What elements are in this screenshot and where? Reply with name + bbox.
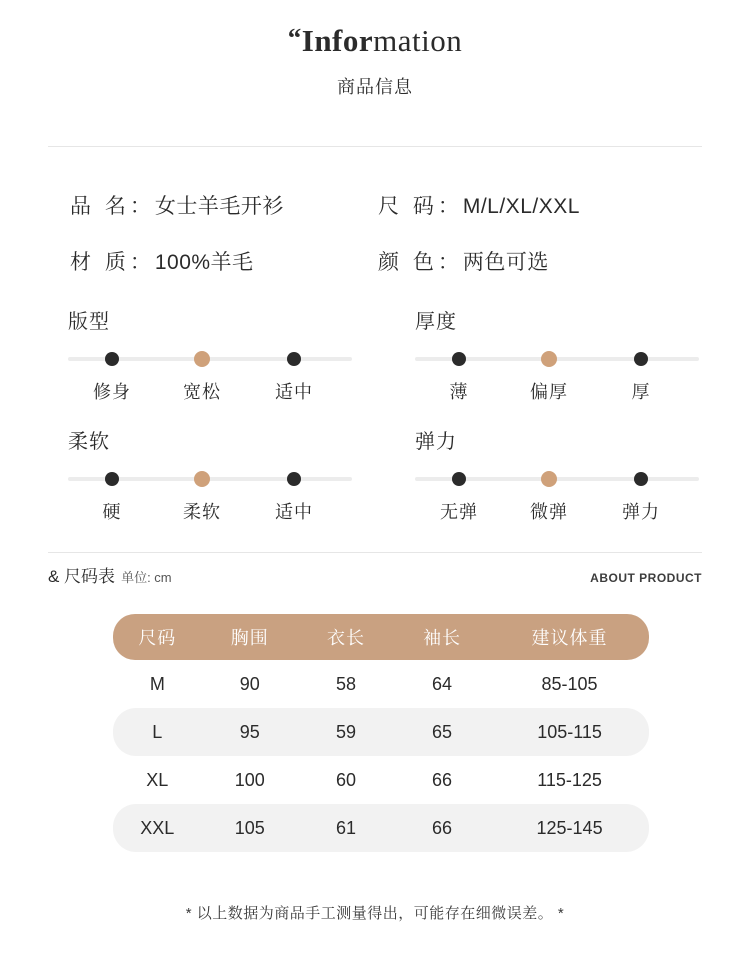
slider-option-label: 宽松: [183, 382, 221, 402]
cell-sleeve: 64: [432, 673, 453, 694]
cell-weight: 125-145: [490, 804, 649, 852]
title-rest: mation: [373, 23, 463, 58]
slider-title: 柔软: [68, 431, 110, 453]
slider-option-label: 适中: [275, 382, 313, 402]
decorative-quote: “: [287, 23, 302, 53]
spec-label: 尺 码：: [378, 195, 463, 218]
spec-label: 材 质：: [70, 251, 155, 274]
cell-length: 59: [298, 708, 394, 756]
slider-row-2: [0, 425, 750, 524]
page-subtitle: 商品信息: [337, 76, 413, 97]
cell-weight: 115-125: [537, 769, 602, 790]
slider-track-wrap[interactable]: [68, 472, 352, 486]
slider-option-label: 适中: [275, 502, 313, 522]
slider-labels: [68, 498, 352, 524]
cell-length: 58: [335, 673, 356, 694]
slider-option-label: 微弹: [530, 502, 568, 522]
slider-title: 厚度: [415, 311, 457, 333]
slider-dot-active[interactable]: [541, 351, 557, 367]
cell-length: 61: [298, 804, 394, 852]
spec-value: 女士羊毛开衫: [154, 195, 284, 218]
slider-title: 版型: [68, 311, 110, 333]
cell-length: 60: [335, 769, 356, 790]
size-table-body: [113, 660, 649, 852]
slider-option-label: 厚: [631, 382, 651, 402]
slider-softness: [68, 425, 385, 524]
slider-track-wrap[interactable]: [68, 352, 352, 366]
slider-labels: [415, 498, 699, 524]
slider-labels: [415, 378, 699, 404]
slider-option-label: 无弹: [440, 502, 478, 522]
spec-color: [378, 246, 686, 276]
spec-row: [0, 190, 750, 220]
column-header-sleeve: 袖长: [394, 614, 490, 660]
table-row: [113, 708, 649, 756]
slider-dot[interactable]: [452, 472, 466, 486]
table-row: [113, 804, 649, 852]
slider-dot[interactable]: [634, 352, 648, 366]
size-table-head: [113, 614, 649, 660]
slider-dot[interactable]: [105, 352, 119, 366]
column-header-bust: 胸围: [202, 614, 298, 660]
table-row: [113, 660, 649, 708]
slider-row-1: [0, 305, 750, 404]
slider-labels: [68, 378, 352, 404]
cell-size: XL: [146, 769, 169, 790]
spec-row: [0, 246, 750, 276]
slider-dot-active[interactable]: [194, 351, 210, 367]
title-strong: Infor: [301, 23, 374, 58]
cell-bust: 95: [202, 708, 298, 756]
page-title: [0, 22, 750, 61]
slider-track-wrap[interactable]: [415, 352, 699, 366]
slider-elasticity: [385, 425, 702, 524]
size-chart-heading-text: & 尺码表: [48, 567, 116, 586]
slider-dot[interactable]: [287, 352, 301, 366]
about-product-eyebrow: ABOUT PRODUCT: [590, 571, 702, 585]
cell-bust: 100: [234, 769, 265, 790]
slider-option-label: 硬: [102, 502, 122, 522]
cell-weight: 105-115: [490, 708, 649, 756]
page-header: [0, 0, 750, 99]
slider-option-label: 柔软: [183, 502, 221, 522]
slider-option-label: 偏厚: [530, 382, 568, 402]
spec-list: [0, 190, 750, 302]
size-table: [113, 614, 649, 852]
table-header-row: [113, 614, 649, 660]
spec-value: 100%羊毛: [154, 251, 254, 274]
column-header-length: 衣长: [298, 614, 394, 660]
slider-option-label: 修身: [93, 382, 131, 402]
spec-product-name: [70, 190, 378, 220]
cell-weight: 85-105: [541, 673, 598, 694]
slider-title: 弹力: [415, 431, 457, 453]
slider-option-label: 薄: [449, 382, 469, 402]
column-header-size: 尺码: [113, 614, 202, 660]
header-divider: [48, 146, 702, 147]
slider-track-wrap[interactable]: [415, 472, 699, 486]
cell-sleeve: 66: [432, 769, 453, 790]
cell-bust: 90: [239, 673, 260, 694]
spec-material: [70, 246, 378, 276]
slider-dot[interactable]: [287, 472, 301, 486]
slider-dot[interactable]: [105, 472, 119, 486]
slider-dot-active[interactable]: [194, 471, 210, 487]
spec-label: 品 名：: [70, 195, 155, 218]
spec-label: 颜 色：: [378, 251, 463, 274]
slider-dot[interactable]: [634, 472, 648, 486]
cell-sleeve: 66: [394, 804, 490, 852]
cell-bust: 105: [202, 804, 298, 852]
size-chart-divider: [48, 552, 702, 553]
size-chart-unit: 单位: cm: [121, 570, 172, 585]
size-chart-header: [48, 562, 702, 587]
cell-size: L: [113, 708, 202, 756]
slider-dot[interactable]: [452, 352, 466, 366]
slider-fit: [68, 305, 385, 404]
column-header-weight: 建议体重: [490, 614, 649, 660]
cell-size: M: [149, 673, 165, 694]
cell-sleeve: 65: [394, 708, 490, 756]
slider-thickness: [385, 305, 702, 404]
measurement-footnote: * 以上数据为商品手工测量得出，可能存在细微误差。 *: [185, 905, 565, 922]
cell-size: XXL: [113, 804, 202, 852]
slider-option-label: 弹力: [622, 502, 660, 522]
spec-value: M/L/XL/XXL: [462, 195, 580, 218]
spec-sizes: [378, 190, 686, 220]
spec-value: 两色可选: [462, 251, 549, 274]
table-row: [113, 756, 649, 804]
size-chart-heading: [48, 562, 172, 587]
slider-dot-active[interactable]: [541, 471, 557, 487]
